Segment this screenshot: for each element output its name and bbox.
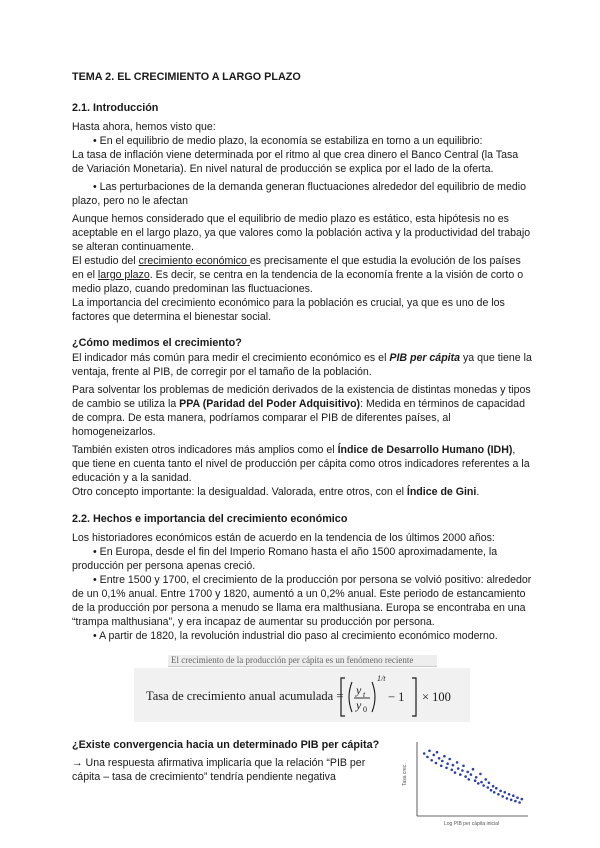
scatter-point: [474, 779, 477, 782]
scatter-point: [426, 756, 429, 759]
denominator: y: [356, 698, 362, 712]
scatter-point: [501, 795, 504, 798]
scatter-point: [456, 761, 459, 764]
scatter-point: [459, 773, 462, 776]
paragraph: Otro concepto importante: la desigualdad. Valorada, entre otros, con el Índice de Gini.: [72, 486, 480, 498]
numerator-sub: t: [363, 690, 366, 699]
x-axis-label: Log PIB per cápita inicial: [444, 821, 500, 827]
paragraph: Para solventar los problemas de medición derivados de la existencia de distintas monedas y tipos de cambio se utiliza la PPA (Paridad del Poder Adquisitivo): Medida en términos de capacidad de compra. De esta manera, podríamos comparar el PIB de diferentes países, al homogeneizarlos.: [72, 384, 531, 438]
convergence-scatter-chart: [392, 738, 532, 828]
scatter-point: [487, 786, 490, 789]
scatter-point: [430, 759, 433, 762]
bullet-item: • Entre 1500 y 1700, el crecimiento de la producción por persona se volvió positivo: alrededor de un 0,1% anual. Entre 1700 y 1820, aumentó a un 0,2% anual. Este periodo de estancamiento de la producción por persona a menudo se llama era malthusiana. Europa se encontraba en una “trampa malthusiana”, y era incapaz de aumentar su producción por persona.: [72, 574, 532, 628]
scatter-point: [454, 771, 457, 774]
section-heading-convergencia: ¿Existe convergencia hacia un determinado PIB per cápita?: [72, 739, 380, 751]
left-paren: [349, 682, 352, 712]
scatter-point: [508, 793, 511, 796]
underlined-term: largo plazo: [97, 269, 150, 281]
scatter-point: [446, 762, 449, 765]
scatter-point: [484, 778, 487, 781]
right-paren: [372, 682, 375, 712]
paragraph: Aunque hemos considerado que el equilibrio de medio plazo es estático, esta hipótesis no es aceptable en el largo plazo, ya que valores como la población activa y la productividad del trabajo se alteran continuamente.: [72, 213, 531, 253]
underlined-term: crecimiento económico: [138, 255, 250, 267]
scatter-point: [506, 797, 509, 800]
bullet-item: • A partir de 1820, la revolución industrial dio paso al crecimiento económico moderno.: [93, 630, 498, 642]
formula-label: Tasa de crecimiento anual acumulada =: [146, 689, 344, 703]
scatter-point: [433, 754, 436, 757]
scatter-point: [443, 755, 446, 758]
scatter-point: [521, 798, 524, 801]
scatter-point: [475, 776, 478, 779]
scatter-point: [504, 791, 507, 794]
paragraph: → Una respuesta afirmativa implicaría que la relación “PIB per cápita – tasa de crecimiento” tendría pendiente negativa: [72, 757, 366, 783]
scatter-point: [516, 796, 519, 799]
scatter-point: [441, 760, 444, 763]
scatter-point: [472, 768, 475, 771]
scatter-point: [464, 775, 467, 778]
scatter-point: [452, 764, 455, 767]
scatter-point: [514, 800, 517, 803]
scatter-point: [468, 778, 471, 781]
bold-term: Índice de Gini: [406, 486, 477, 498]
scatter-point: [428, 750, 431, 753]
bullet-item: • En Europa, desde el fin del Imperio Romano hasta el año 1500 aproximadamente, la producción per persona apenas creció.: [72, 546, 498, 572]
times-hundred: × 100: [422, 690, 451, 704]
scatter-point: [448, 758, 451, 761]
denominator-sub: 0: [363, 705, 367, 714]
scatter-svg: [392, 738, 532, 828]
scatter-point: [492, 785, 495, 788]
scatter-point: [499, 790, 502, 793]
bullet-item: • Las perturbaciones de la demanda generan fluctuaciones alrededor del equilibrio de medio plazo, pero no le afectan: [72, 181, 527, 207]
paragraph: La importancia del crecimiento económico para la población es crucial, ya que es uno de los factores que determina el bienestar social.: [72, 297, 505, 323]
paragraph: Los historiadores económicos están de acuerdo en la tendencia de los últimos 2000 años:: [72, 532, 495, 544]
scatter-point: [510, 799, 513, 802]
bold-term: PPA (Paridad del Poder Adquisitivo): [179, 398, 361, 410]
section-heading-hechos: 2.2. Hechos e importancia del crecimiento económico: [72, 513, 348, 525]
paragraph: El estudio del crecimiento económico es precisamente el que estudia la evolución de los países en el largo plazo. Es decir, se centra en la tendencia de la economía frente a la visión de corto o medio plazo, cuando predominan las fluctuaciones.: [72, 255, 524, 295]
scatter-point: [451, 769, 454, 772]
formula-graphic: [134, 668, 470, 722]
scatter-point: [462, 765, 465, 768]
minus-one: − 1: [388, 690, 405, 704]
scatter-point: [435, 762, 438, 765]
scatter-point: [440, 765, 443, 768]
scatter-point: [512, 794, 515, 797]
scatter-point: [518, 801, 521, 804]
paragraph: El indicador más común para medir el crecimiento económico es el PIB per cápita ya que tiene la ventaja, frente al PIB, de corregir por el tamaño de la población.: [72, 352, 532, 378]
numerator: y: [356, 683, 362, 697]
scatter-point: [480, 781, 483, 784]
scatter-point: [482, 784, 485, 787]
scatter-point: [466, 771, 469, 774]
bold-term: PIB per cápita: [389, 352, 461, 364]
scatter-point: [488, 782, 491, 785]
scatter-points: [423, 750, 523, 804]
scatter-point: [477, 782, 480, 785]
scatter-point: [470, 773, 473, 776]
scatter-point: [497, 793, 500, 796]
scatter-point: [445, 767, 448, 770]
paragraph: La tasa de inflación viene determinada por el ritmo al que crea dinero el Banco Central (la Tasa de Variación Monetaria). En nivel natural de producción se explica por el lado de la oferta.: [72, 149, 519, 175]
y-axis-label: Tasa crec.: [402, 763, 408, 786]
scatter-point: [490, 789, 493, 792]
section-heading-introduccion: 2.1. Introducción: [72, 102, 159, 114]
scatter-point: [479, 773, 482, 776]
scatter-point: [495, 787, 498, 790]
scatter-point: [493, 791, 496, 794]
scatter-point: [461, 769, 464, 772]
document-title: TEMA 2. EL CRECIMIENTO A LARGO PLAZO: [72, 71, 301, 83]
paragraph: Hasta ahora, hemos visto que:: [72, 121, 216, 133]
exponent: 1/t: [377, 674, 386, 683]
figure-caption: El crecimiento de la producción per cápita es un fenómeno reciente: [168, 655, 437, 667]
scatter-point: [436, 751, 439, 754]
bold-term: Índice de Desarrollo Humano (IDH): [337, 444, 513, 456]
bullet-item: • En el equilibrio de medio plazo, la economía se estabiliza en torno a un equilibrio:: [93, 135, 483, 147]
paragraph: También existen otros indicadores más amplios como el Índice de Desarrollo Humano (IDH), que tiene en cuenta tanto el nivel de producción per cápita como otros indicadores referentes a la educación y a la sanidad.: [72, 444, 530, 484]
right-bracket: [412, 678, 416, 716]
scatter-point: [438, 757, 441, 760]
document-body: [72, 70, 532, 643]
scatter-point: [457, 767, 460, 770]
scatter-point: [423, 752, 426, 755]
growth-rate-formula: [134, 668, 470, 722]
section-heading-medicion: ¿Cómo medimos el crecimiento?: [72, 337, 242, 349]
